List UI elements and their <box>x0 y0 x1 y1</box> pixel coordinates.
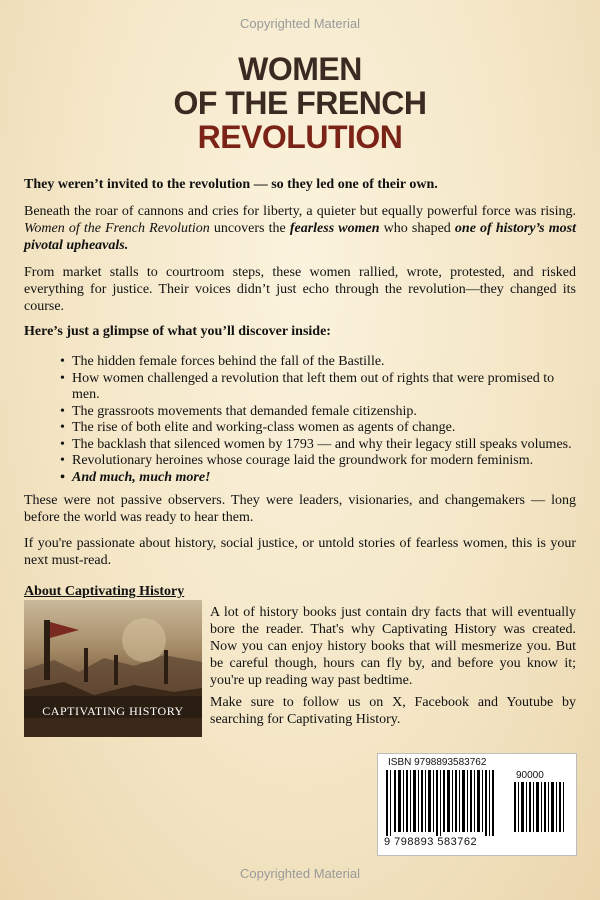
intro-text-1: Beneath the roar of cannons and cries for liberty, a quieter but equally powerful force was rising. <box>24 204 576 219</box>
list-item: • The rise of both elite and working-class women as agents of change. <box>60 420 572 437</box>
intro-emphasis-2: one of history’s most pivotal upheavals. <box>24 221 576 253</box>
list-item: • How women challenged a revolution that left them out of rights that were promised to men. <box>60 371 572 404</box>
list-item: • Revolutionary heroines whose courage laid the groundwork for modern feminism. <box>60 453 572 470</box>
list-item: • The grassroots movements that demanded female citizenship. <box>60 404 572 421</box>
list-item: • And much, much more! <box>60 470 572 487</box>
paragraph-2: From market stalls to courtroom steps, these women rallied, wrote, protested, and risked everything for justice. Their voices didn’t just echo through the revolution—they changed its course. <box>24 265 576 314</box>
about-image-label: CAPTIVATING HISTORY <box>42 704 184 718</box>
title-line-2: OF THE FRENCH <box>173 85 427 121</box>
book-title <box>0 52 600 154</box>
list-item: • The hidden female forces behind the fall of the Bastille. <box>60 354 572 371</box>
watermark-bottom: Copyrighted Material <box>240 866 360 881</box>
watermark-top: Copyrighted Material <box>240 16 360 31</box>
price-code: 90000 <box>516 770 544 781</box>
list-item: • The backlash that silenced women by 1793 — and why their legacy still speaks volumes. <box>60 437 572 454</box>
intro-book-title: Women of the French Revolution <box>24 221 210 236</box>
about-text-2: Make sure to follow us on X, Facebook and Youtube by searching for Captivating History. <box>210 695 576 727</box>
isbn-label: ISBN 9798893583762 <box>388 757 487 768</box>
title-line-1: WOMEN <box>238 51 362 87</box>
about-text-1: A lot of history books just contain dry facts that will eventually bore the reader. That's why Captivating History was created. Now you can enjoy history books that will mesmerize you. But be careful though, hours can fly by, and before you know it; you're up reading way past bedtime. <box>210 605 576 688</box>
intro-emphasis-1: fearless women <box>289 221 380 236</box>
tagline: They weren’t invited to the revolution — so they led one of their own. <box>24 177 438 192</box>
intro-text-3: who shaped <box>379 221 455 236</box>
bullet-list <box>60 354 572 486</box>
captivating-history-image <box>24 600 202 737</box>
title-line-3: REVOLUTION <box>197 119 403 155</box>
paragraph-3: These were not passive observers. They were leaders, visionaries, and changemakers — long before the world was ready to hear them. <box>24 493 576 525</box>
about-heading: About Captivating History <box>24 584 185 599</box>
intro-paragraph <box>24 203 576 254</box>
glimpse-heading: Here’s just a glimpse of what you’ll discover inside: <box>24 324 331 339</box>
paragraph-4: If you're passionate about history, social justice, or untold stories of fearless women, this is your next must-read. <box>24 536 576 568</box>
isbn-digits: 9 798893 583762 <box>384 836 478 848</box>
intro-text-2: uncovers the <box>209 221 290 236</box>
isbn-barcode <box>377 753 577 856</box>
